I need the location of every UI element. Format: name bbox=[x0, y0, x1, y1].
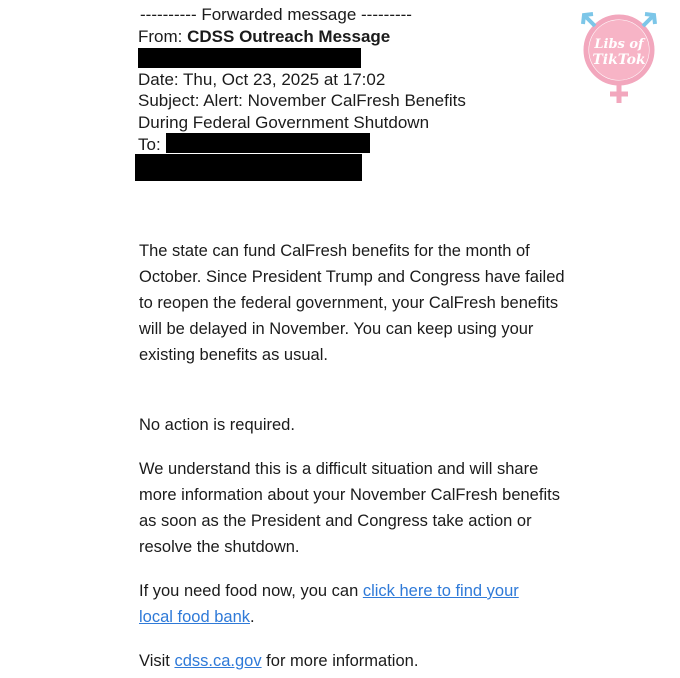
food-bank-prefix: If you need food now, you can bbox=[139, 582, 363, 600]
from-label: From: bbox=[138, 26, 183, 46]
subject-line-2: During Federal Government Shutdown bbox=[138, 112, 430, 132]
forwarded-message-line: ---------- Forwarded message --------- bbox=[140, 5, 412, 24]
paragraph-food-bank bbox=[139, 578, 539, 630]
libs-of-tiktok-logo bbox=[580, 8, 658, 104]
paragraph-no-action: No action is required. bbox=[139, 416, 295, 434]
food-bank-link[interactable]: click here to find your local food bank bbox=[139, 582, 519, 626]
from-line bbox=[138, 26, 466, 48]
visit-suffix: for more information. bbox=[261, 652, 419, 670]
date-line: Date: Thu, Oct 23, 2025 at 17:02 bbox=[138, 69, 386, 89]
food-bank-suffix: . bbox=[250, 608, 255, 626]
logo-text-line2: TikTok bbox=[592, 52, 646, 68]
visit-prefix: Visit bbox=[139, 652, 175, 670]
logo-text-line1: Libs of bbox=[594, 37, 644, 52]
cdss-website-link[interactable]: cdss.ca.gov bbox=[174, 652, 262, 670]
paragraph-more-information: We understand this is a difficult situation and will share more information about your November CalFresh benefits as soon as the President and Congress take action or resolve the shutdown. bbox=[139, 460, 560, 556]
redaction-bar-sender bbox=[138, 48, 361, 68]
sender-name: CDSS Outreach Message bbox=[187, 26, 391, 46]
subject-line-1: Subject: Alert: November CalFresh Benefits bbox=[138, 91, 466, 111]
paragraph-state-funding: The state can fund CalFresh benefits for the month of October. Since President Trump and Congress have failed to reopen the federal government, your CalFresh benefits will be delayed in November. You can keep using your existing benefits as usual. bbox=[139, 242, 565, 364]
to-label: To: bbox=[138, 134, 161, 154]
redaction-bar-recipient bbox=[166, 133, 370, 153]
redaction-bar-recipient-2 bbox=[135, 154, 362, 181]
paragraph-visit-site bbox=[139, 648, 569, 674]
